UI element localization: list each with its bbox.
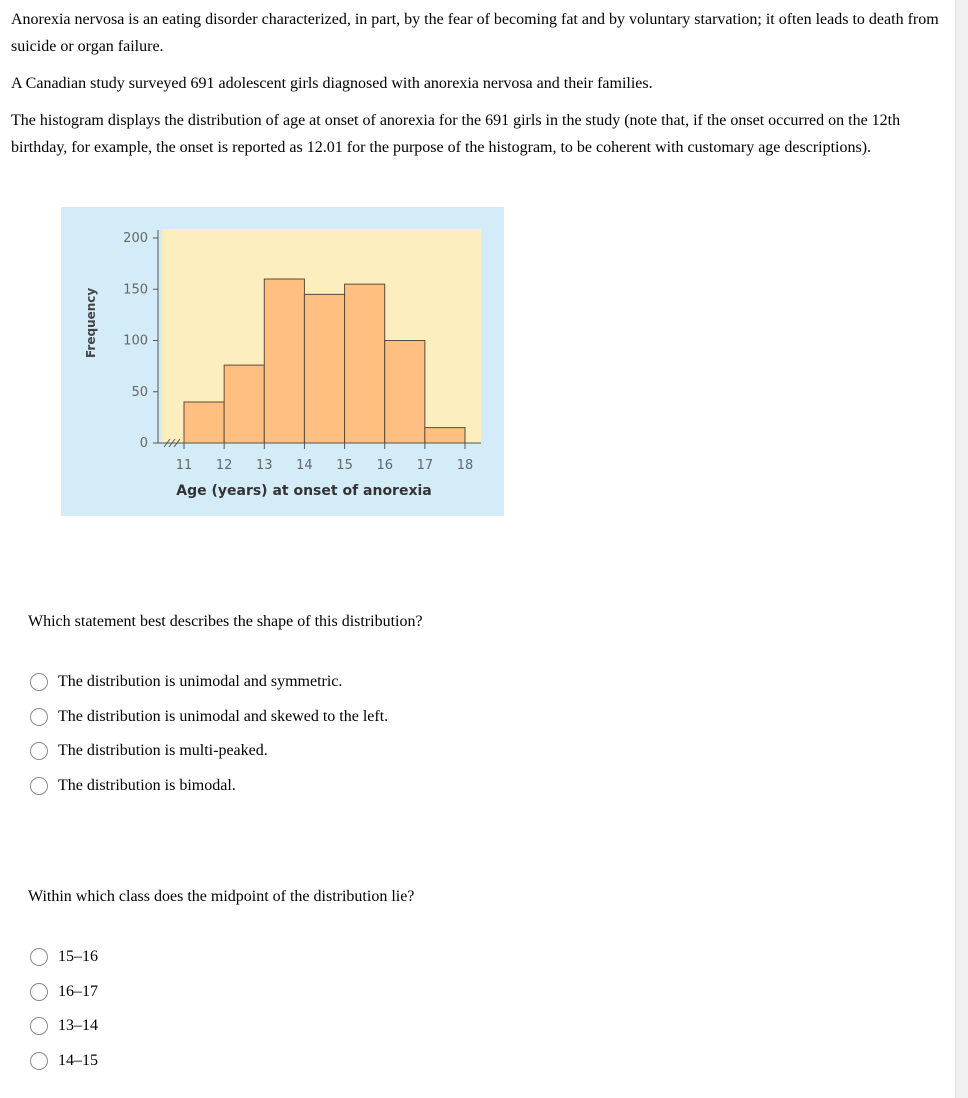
histogram-bar-14-15 bbox=[304, 294, 344, 443]
q1-option-2[interactable] bbox=[30, 700, 388, 735]
y-tick-label: 100 bbox=[123, 333, 148, 349]
radio-button[interactable] bbox=[30, 673, 48, 691]
y-axis-label: Frequency bbox=[84, 287, 98, 358]
q2-option-3[interactable] bbox=[30, 1009, 98, 1044]
option-label: The distribution is bimodal. bbox=[58, 776, 236, 794]
option-label: 13–14 bbox=[58, 1017, 98, 1035]
y-tick-label: 0 bbox=[139, 436, 148, 451]
histogram-bar-17-18 bbox=[425, 428, 465, 443]
page-scrollbar[interactable] bbox=[955, 0, 968, 1098]
x-tick-label: 13 bbox=[256, 458, 273, 473]
histogram-bar-15-16 bbox=[345, 284, 385, 443]
intro-paragraph-3: The histogram displays the distribution of age at onset of anorexia for the 691 girls in the study (note that, if the onset occurred on the 12th birthday, for example, the onset is reported as 12.01 for the purpose of the histogram, to be coherent with customary age descriptions). bbox=[11, 112, 901, 156]
q2-option-2[interactable] bbox=[30, 975, 98, 1010]
y-tick-label: 150 bbox=[123, 282, 148, 298]
histogram-bar-13-14 bbox=[264, 279, 304, 443]
option-label: 16–17 bbox=[58, 982, 98, 1000]
option-label: 15–16 bbox=[58, 948, 98, 966]
histogram-bar-12-13 bbox=[224, 365, 264, 443]
question-1-text: Which statement best describes the shape of this distribution? bbox=[28, 613, 423, 630]
q2-option-4[interactable] bbox=[30, 1044, 98, 1079]
x-axis-label: Age (years) at onset of anorexia bbox=[176, 483, 432, 499]
question-1-options bbox=[30, 665, 388, 803]
option-label: The distribution is unimodal and skewed to the left. bbox=[58, 707, 389, 725]
x-tick-label: 15 bbox=[336, 458, 353, 473]
question-2-text: Within which class does the midpoint of the distribution lie? bbox=[28, 888, 415, 905]
x-tick-label: 14 bbox=[296, 458, 313, 473]
x-tick-label: 12 bbox=[215, 458, 233, 473]
q1-option-1[interactable] bbox=[30, 665, 388, 700]
x-tick-label: 16 bbox=[376, 458, 393, 473]
option-label: The distribution is unimodal and symmetric. bbox=[58, 673, 343, 691]
histogram-bar-11-12 bbox=[184, 402, 224, 443]
q1-option-3[interactable] bbox=[30, 734, 388, 769]
question-2-options bbox=[30, 940, 98, 1078]
x-tick-label: 18 bbox=[456, 458, 474, 473]
x-tick-label: 17 bbox=[416, 458, 434, 473]
intro-paragraph-1: Anorexia nervosa is an eating disorder characterized, in part, by the fear of becoming fat and by voluntary starvation; it often leads to death from suicide or organ failure. bbox=[11, 11, 939, 55]
radio-button[interactable] bbox=[30, 777, 48, 795]
radio-button[interactable] bbox=[30, 708, 48, 726]
x-tick-label: 11 bbox=[175, 458, 193, 473]
radio-button[interactable] bbox=[30, 742, 48, 760]
intro-paragraph-2: A Canadian study surveyed 691 adolescent girls diagnosed with anorexia nervosa and their families. bbox=[11, 75, 653, 92]
radio-button[interactable] bbox=[30, 948, 48, 966]
intro-text bbox=[11, 6, 941, 171]
histogram-chart bbox=[61, 207, 504, 516]
histogram-figure bbox=[61, 207, 504, 516]
option-label: 14–15 bbox=[58, 1051, 98, 1069]
q2-option-1[interactable] bbox=[30, 940, 98, 975]
histogram-bar-16-17 bbox=[385, 341, 425, 444]
radio-button[interactable] bbox=[30, 1052, 48, 1070]
y-tick-label: 50 bbox=[131, 384, 148, 400]
radio-button[interactable] bbox=[30, 1017, 48, 1035]
option-label: The distribution is multi-peaked. bbox=[58, 742, 268, 760]
radio-button[interactable] bbox=[30, 983, 48, 1001]
q1-option-4[interactable] bbox=[30, 769, 388, 804]
y-tick-label: 200 bbox=[123, 231, 148, 246]
